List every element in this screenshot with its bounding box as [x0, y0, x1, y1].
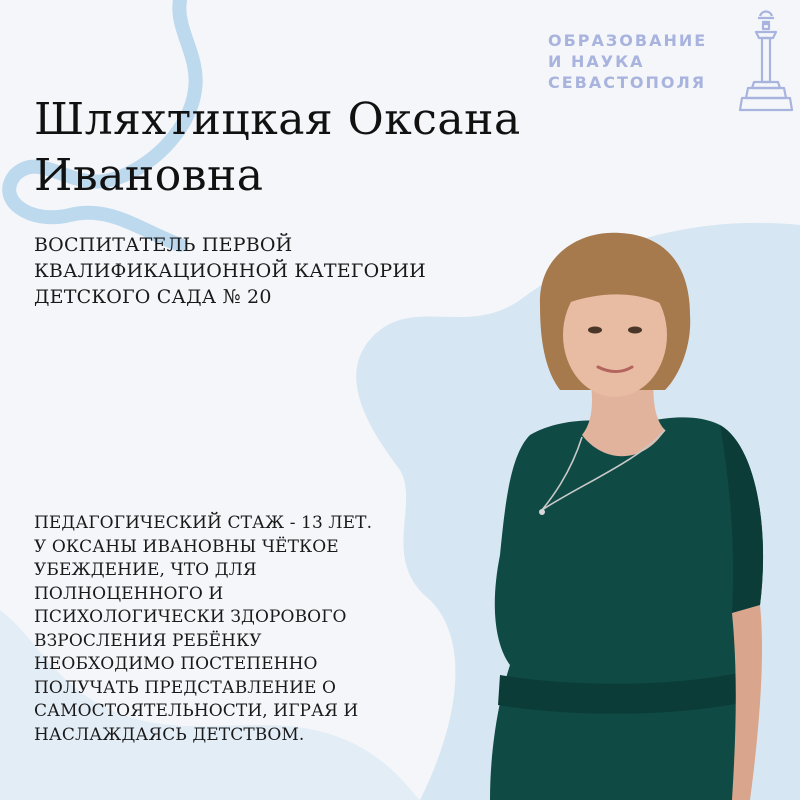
bio-line-9: САМОСТОЯТЕЛЬНОСТИ, ИГРАЯ И: [34, 701, 359, 721]
brand-line-1: ОБРАЗОВАНИЕ: [548, 31, 708, 50]
bio-line-2: У ОКСАНЫ ИВАНОВНЫ ЧЁТКОЕ: [34, 536, 339, 557]
bio-line-3: УБЕЖДЕНИЕ, ЧТО ДЛЯ: [34, 560, 257, 580]
person-bio: [34, 512, 494, 747]
person-name-line-1: Шляхтицкая Оксана: [34, 94, 521, 145]
bio-line-6: ВЗРОСЛЕНИЯ РЕБЁНКУ: [34, 630, 262, 651]
bio-line-8: ПОЛУЧАТЬ ПРЕДСТАВЛЕНИЕ О: [34, 677, 337, 698]
dress: [490, 417, 763, 800]
arm: [732, 605, 762, 800]
person-name-line-2: Ивановна: [34, 150, 264, 201]
person-position: [34, 232, 514, 310]
brand-line-2: И НАУКА: [548, 52, 645, 71]
bio-line-4: ПОЛНОЦЕННОГО И: [34, 583, 224, 604]
person-name: [34, 92, 634, 204]
person-portrait: [470, 225, 800, 800]
sevastopol-column-emblem-icon: [738, 6, 794, 114]
brand-logo-text: [548, 30, 728, 93]
position-line-3: ДЕТСКОГО САДА № 20: [34, 286, 272, 308]
position-line-1: ВОСПИТАТЕЛЬ ПЕРВОЙ: [34, 234, 293, 256]
bio-line-10: НАСЛАЖДАЯСЬ ДЕТСТВОМ.: [34, 724, 305, 745]
bio-line-7: НЕОБХОДИМО ПОСТЕПЕННО: [34, 654, 318, 674]
brand-line-3: СЕВАСТОПОЛЯ: [548, 73, 707, 92]
bio-line-1: ПЕДАГОГИЧЕСКИЙ СТАЖ - 13 ЛЕТ.: [34, 513, 373, 533]
bio-line-5: ПСИХОЛОГИЧЕСКИ ЗДОРОВОГО: [34, 607, 347, 627]
position-line-2: КВАЛИФИКАЦИОННОЙ КАТЕГОРИИ: [34, 260, 426, 282]
